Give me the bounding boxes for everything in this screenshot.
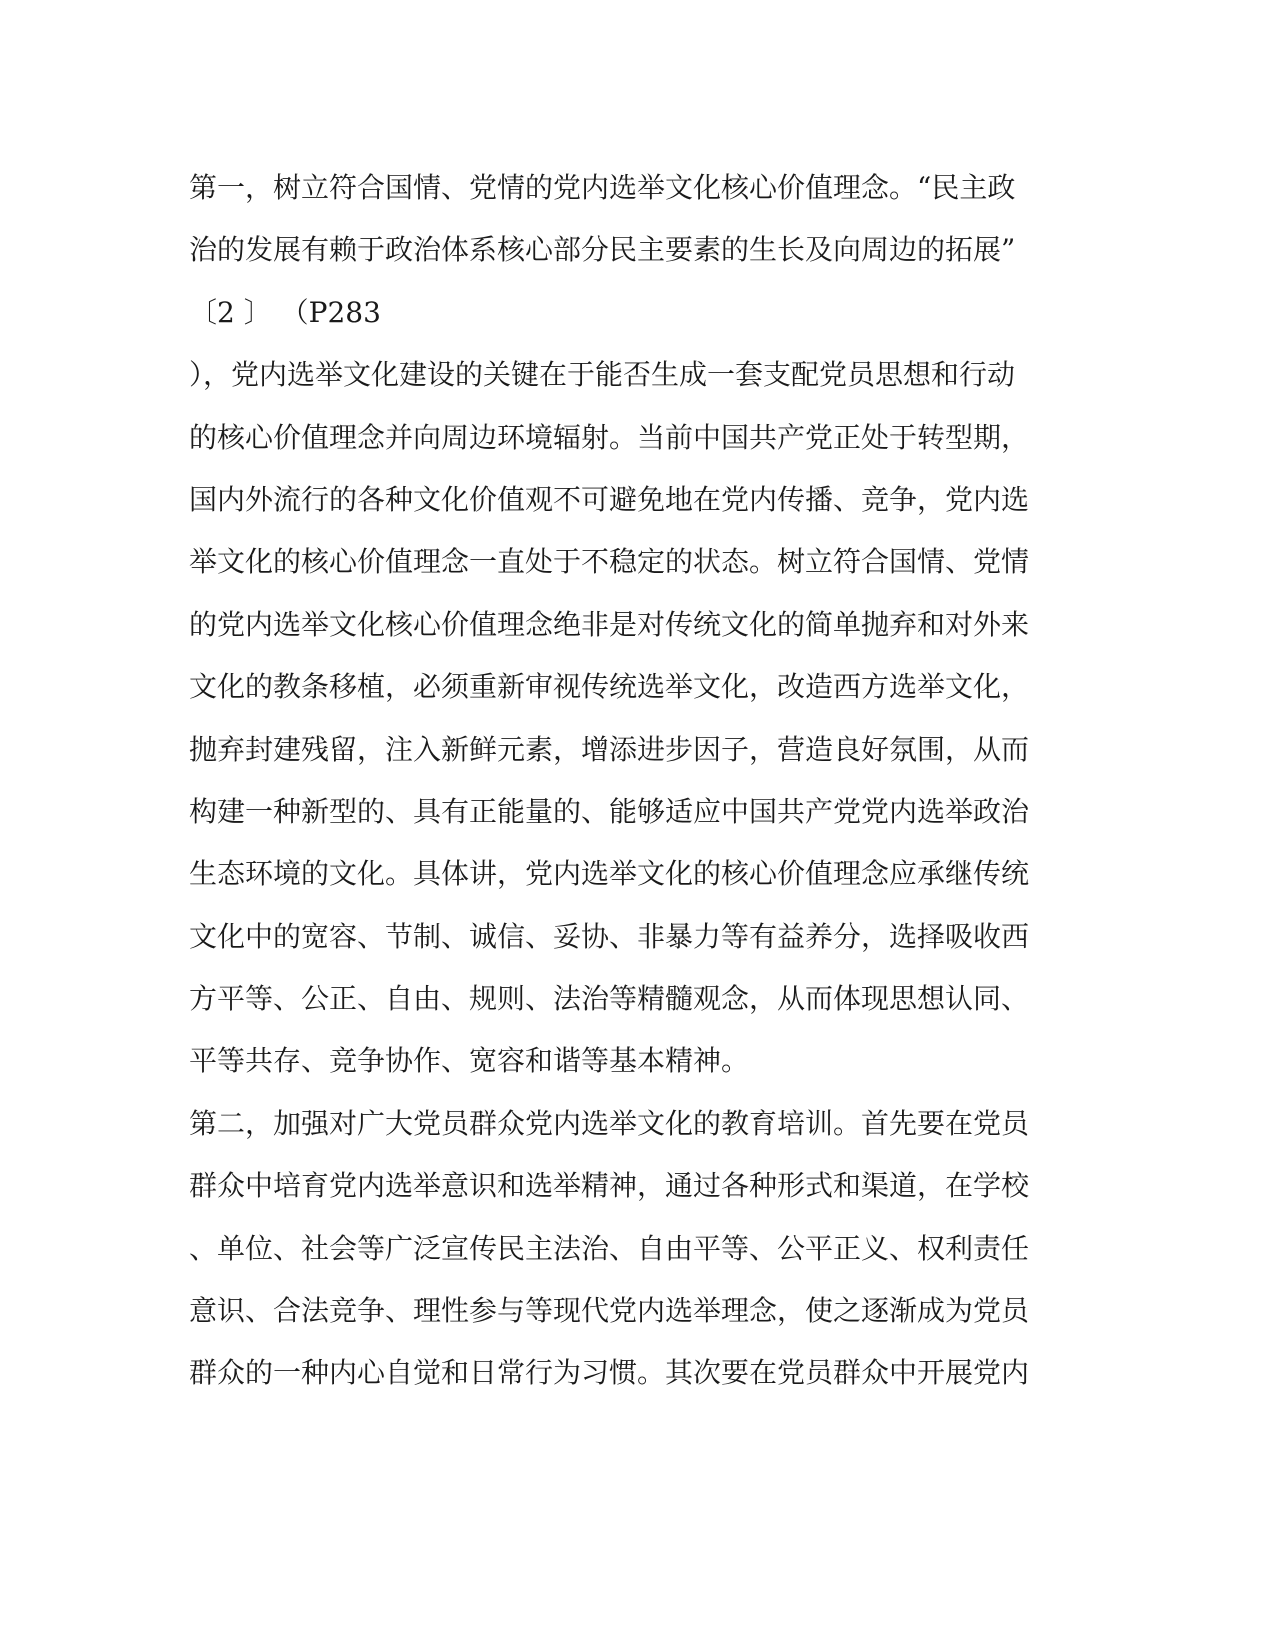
- text-line: 治的发展有赖于政治体系核心部分民主要素的生长及向周边的拓展”: [189, 233, 1016, 267]
- text-line: 国内外流行的各种文化价值观不可避免地在党内传播、竞争，党内选: [189, 482, 1030, 516]
- text-line: 的党内选举文化核心价值理念绝非是对传统文化的简单抛弃和对外来: [189, 607, 1030, 641]
- text-line: 构建一种新型的、具有正能量的、能够适应中国共产党党内选举政治: [189, 794, 1030, 828]
- text-line: 第一，树立符合国情、党情的党内选举文化核心价值理念。“民主政: [189, 171, 1016, 204]
- text-line: 抛弃封建残留，注入新鲜元素，增添进步因子，营造良好氛围，从而: [189, 732, 1030, 766]
- text-line: 文化中的宽容、节制、诚信、妥协、非暴力等有益养分，选择吸收西: [189, 919, 1030, 953]
- text-line: 生态环境的文化。具体讲，党内选举文化的核心价值理念应承继传统: [189, 857, 1030, 891]
- text-line: 举文化的核心价值理念一直处于不稳定的状态。树立符合国情、党情: [189, 545, 1030, 579]
- text-line: 群众中培育党内选举意识和选举精神，通过各种形式和渠道，在学校: [189, 1169, 1030, 1203]
- body-text: [189, 162, 1089, 1410]
- text-line: 、单位、社会等广泛宣传民主法治、自由平等、公平正义、权利责任: [189, 1231, 1030, 1265]
- text-line: 群众的一种内心自觉和日常行为习惯。其次要在党员群众中开展党内: [189, 1356, 1030, 1390]
- text-line: 方平等、公正、自由、规则、法治等精髓观念，从而体现思想认同、: [189, 982, 1030, 1016]
- text-line: 平等共存、竞争协作、宽容和谐等基本精神。: [189, 1044, 750, 1078]
- text-line: 文化的教条移植，必须重新审视传统选举文化，改造西方选举文化，: [189, 670, 1030, 704]
- text-line: 意识、合法竞争、理性参与等现代党内选举理念，使之逐渐成为党员: [189, 1294, 1030, 1328]
- text-line: 〔2 〕 （P283: [189, 295, 381, 329]
- text-line: 的核心价值理念并向周边环境辐射。当前中国共产党正处于转型期，: [189, 420, 1030, 454]
- text-line: 第二，加强对广大党员群众党内选举文化的教育培训。首先要在党员: [189, 1106, 1030, 1140]
- text-line: ），党内选举文化建设的关键在于能否生成一套支配党员思想和行动: [189, 358, 1016, 392]
